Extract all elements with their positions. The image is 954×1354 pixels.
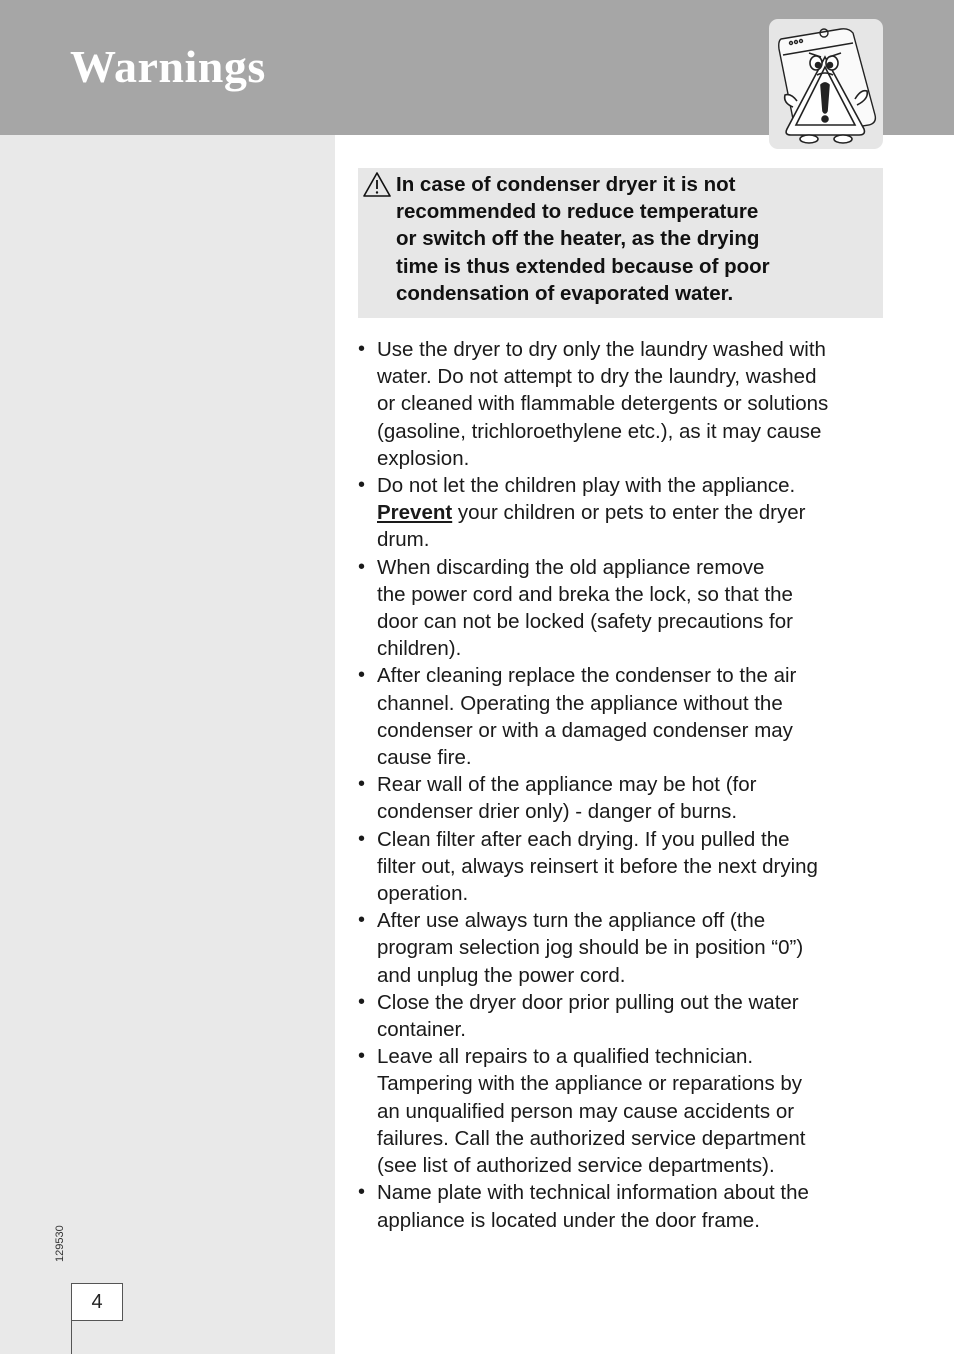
list-item: • Use the dryer to dry only the laundry washed with water. Do not attempt to dry the laundry, washed or cleaned with flammable detergents or solutions (gasoline, trichloroethylene etc.), as it may cause explosion. [358,336,883,472]
warnings-list [358,336,883,1234]
list-item: • Close the dryer door prior pulling out the water container. [358,989,883,1043]
warning-text: In case of condenser dryer it is not recommended to reduce temperature or switch off the heater, as the drying time is thus extended because of poor condensation of evaporated water. [396,173,770,305]
list-item: • Name plate with technical information about the appliance is located under the door frame. [358,1179,883,1233]
warning-triangle-mascot-icon [769,19,883,149]
list-item-text-rest: your children or pets to enter the dryer drum. [377,501,806,552]
page-number: 4 [71,1283,123,1321]
list-item-text: Do not let the children play with the appliance. [377,474,796,498]
emphasis-text: Prevent [377,501,453,525]
warning-triangle-icon [362,171,392,203]
list-item: • After cleaning replace the condenser to the air channel. Operating the appliance without the condenser or with a damaged condenser may cause fire. [358,662,883,771]
document-code: 129530 [54,1225,66,1262]
list-item: • After use always turn the appliance off (the program selection jog should be in position “0”) and unplug the power cord. [358,907,883,989]
left-sidebar [0,135,335,1354]
list-item: • Rear wall of the appliance may be hot (for condenser drier only) - danger of burns. [358,771,883,825]
list-item [358,472,883,554]
page-number-line [71,1319,72,1354]
list-item: • Clean filter after each drying. If you pulled the filter out, always reinsert it before the next drying operation. [358,826,883,908]
list-item: • Leave all repairs to a qualified technician. Tampering with the appliance or reparations by an unqualified person may cause accidents or failures. Call the authorized service department (see list of authorized service departments). [358,1043,883,1179]
list-item: • When discarding the old appliance remove the power cord and breka the lock, so that the door can not be locked (safety precautions for children). [358,554,883,663]
page-title: Warnings [70,41,266,92]
page-header [0,0,954,135]
condenser-warning-box [358,168,883,318]
